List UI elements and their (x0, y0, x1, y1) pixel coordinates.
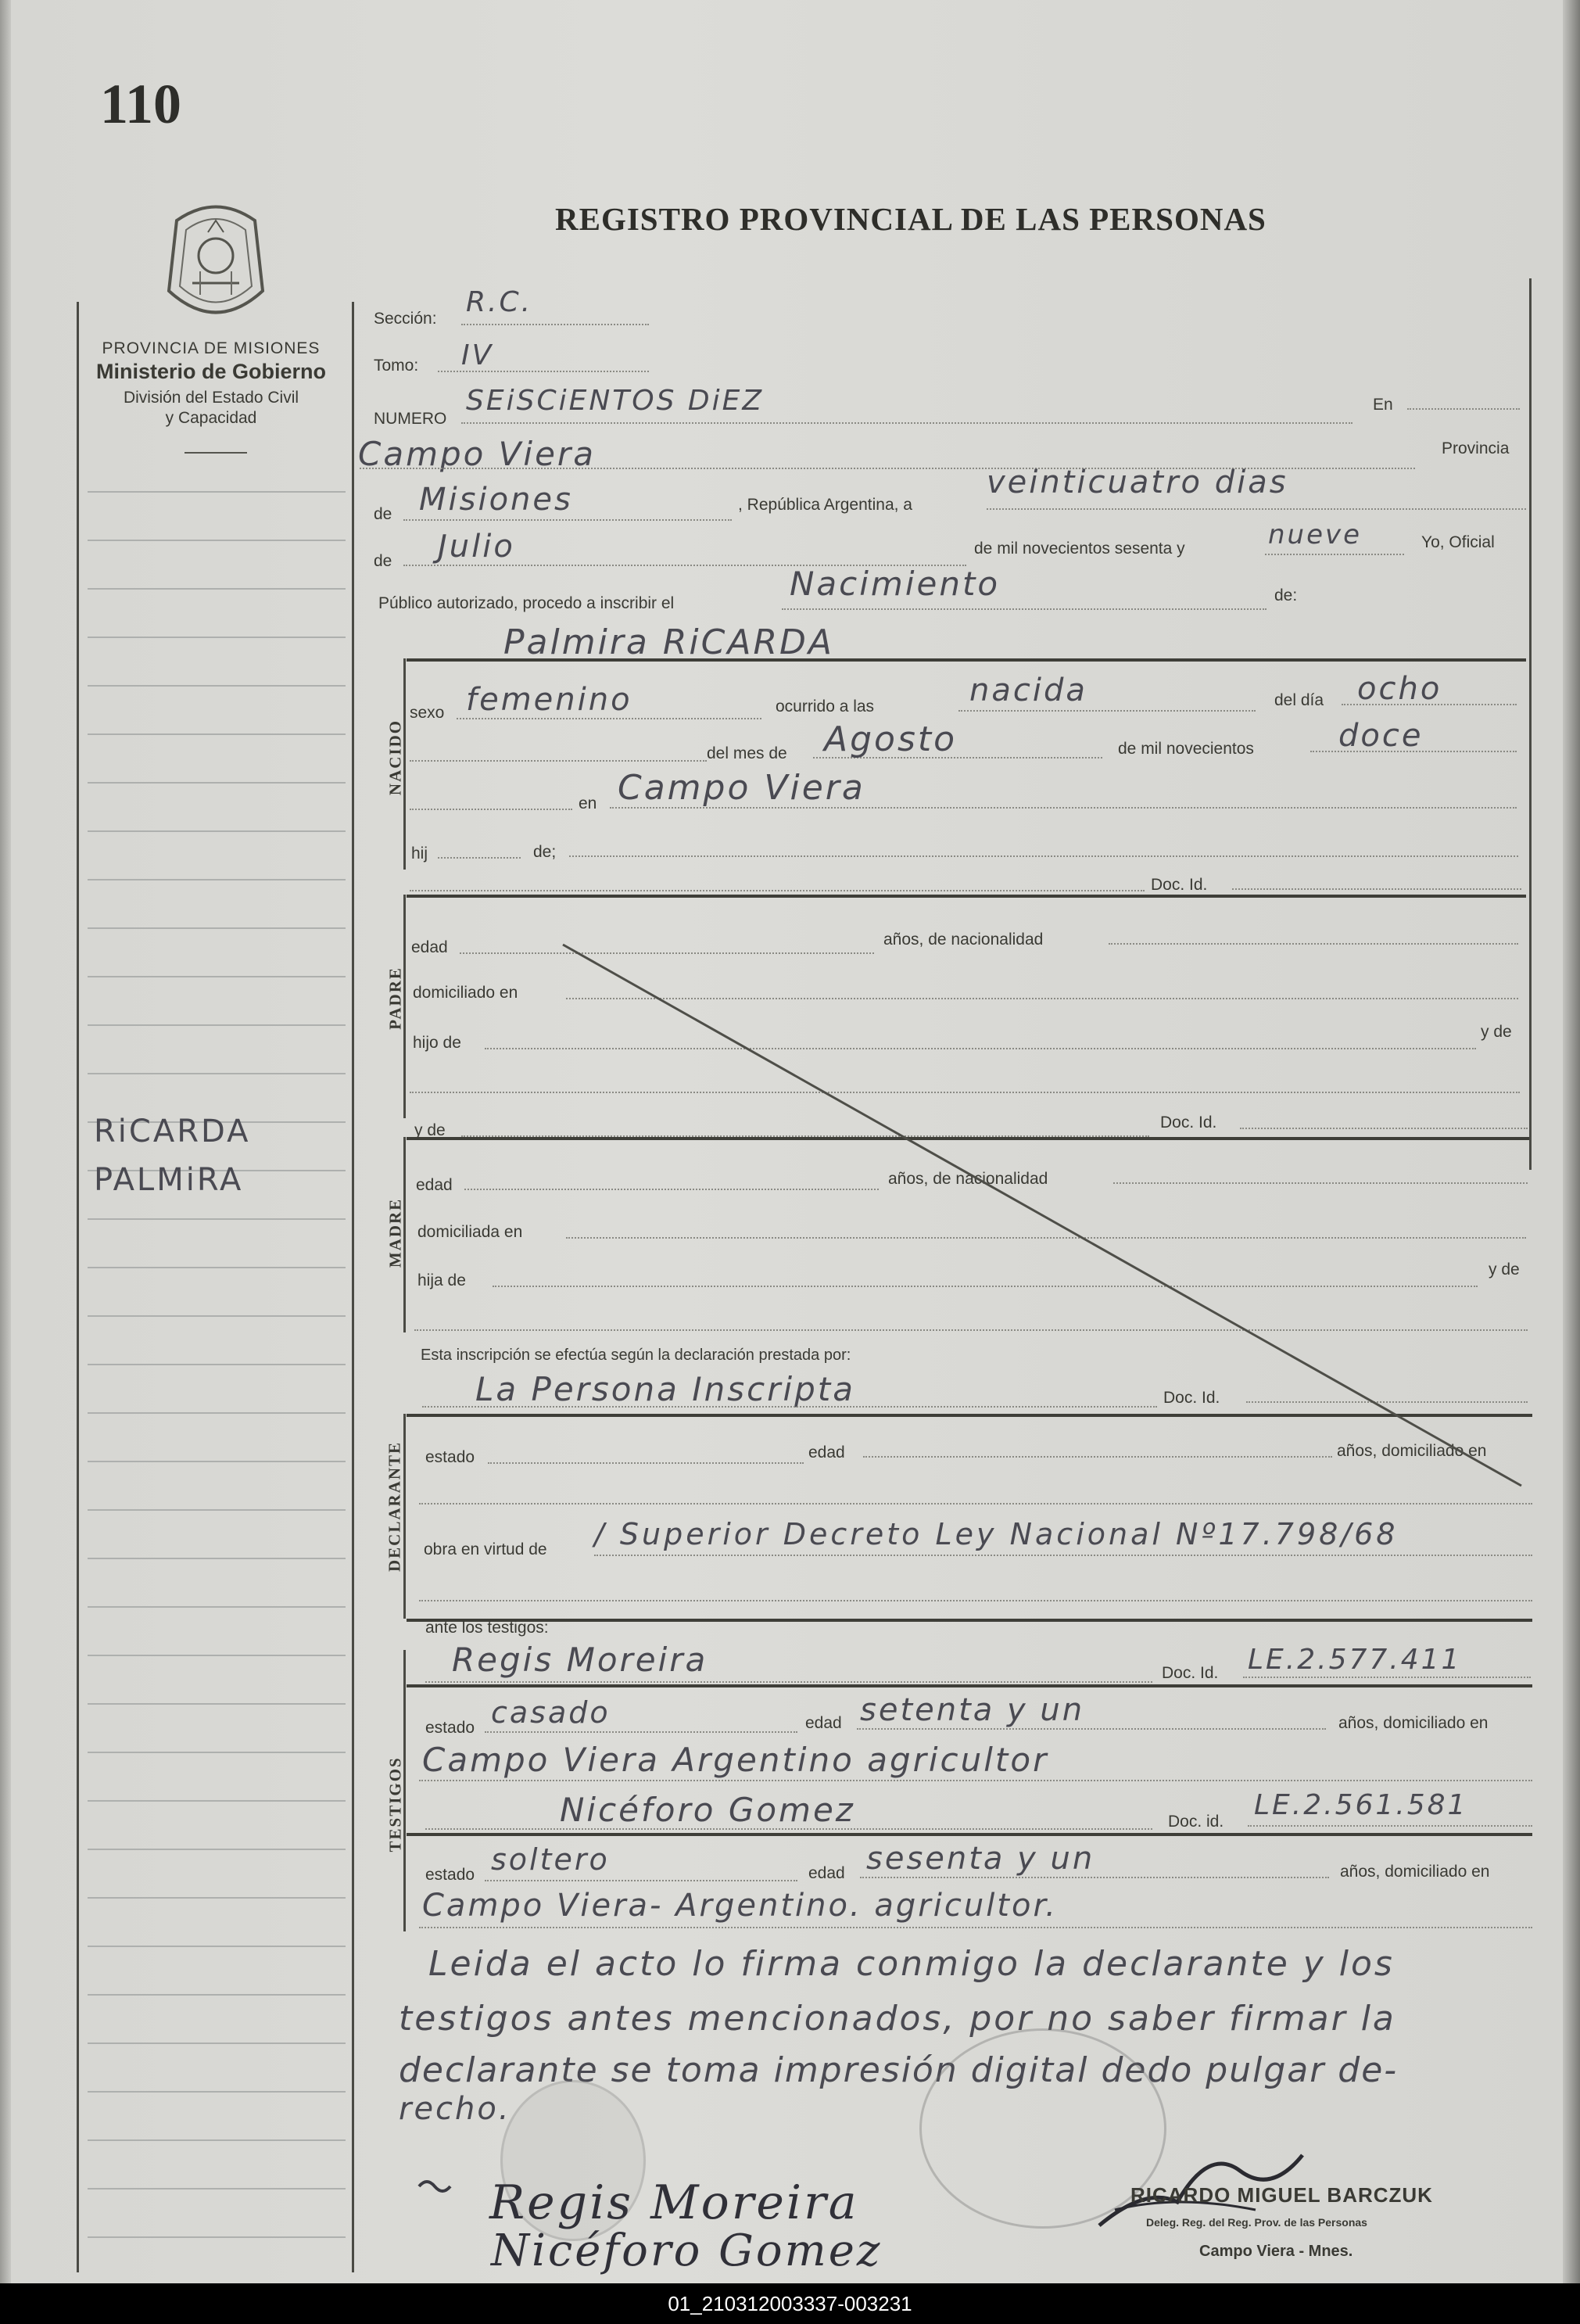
closing-line3: declarante se toma impresión digital dedo pulgar de- (399, 2050, 1399, 2090)
label-de-semi: de; (533, 843, 557, 861)
label-estado-declarante: estado (425, 1448, 475, 1466)
label-estado-testigo1: estado (425, 1719, 475, 1737)
closing-line2: testigos antes mencionados, por no saber firmar la (399, 1999, 1396, 2039)
label-y-de-2: y de (414, 1121, 446, 1139)
label-anos-dom-testigo1: años, domiciliado en (1338, 1714, 1489, 1732)
value-hora: nacida (969, 672, 1087, 708)
value-testigo2-doc: LE.2.561.581 (1254, 1789, 1468, 1821)
value-dia-nac: ocho (1357, 671, 1442, 707)
label-en-2: en (579, 794, 597, 812)
label-edad-madre: edad (416, 1176, 453, 1194)
value-testigo1-estado: casado (491, 1695, 611, 1730)
label-provincia: Provincia (1442, 439, 1510, 457)
label-hija-de: hija de (417, 1271, 466, 1289)
label-publico: Público autorizado, procedo a inscribir el (378, 594, 675, 612)
value-numero: SEiSCiENTOS DiEZ (466, 385, 765, 417)
officer-name: RICARDO MIGUEL BARCZUK (1130, 2183, 1433, 2207)
label-en: En (1373, 396, 1393, 414)
value-declarante: La Persona Inscripta (475, 1370, 855, 1408)
label-de-2: de (374, 552, 392, 570)
label-inscripcion: Esta inscripción se efectúa según la declaración prestada por: (421, 1347, 851, 1364)
label-obra: obra en virtud de (424, 1540, 547, 1558)
filename-bar (0, 2283, 1580, 2324)
value-testigo2-estado: soltero (491, 1842, 610, 1877)
value-testigo2: Nicéforo Gomez (560, 1791, 855, 1829)
value-mes: Julio (438, 529, 515, 565)
label-domiciliado-padre: domiciliado en (413, 984, 518, 1002)
label-estado-testigo2: estado (425, 1866, 475, 1884)
office-capacity: y Capacidad (165, 409, 257, 427)
label-seccion: Sección: (374, 310, 437, 328)
value-dia: veinticuatro dias (987, 464, 1288, 500)
value-anio: nueve (1268, 519, 1363, 551)
value-seccion: R.C. (466, 286, 533, 318)
label-anos-dom-declarante: años, domiciliado en (1337, 1442, 1487, 1460)
section-padre: PADRE (385, 967, 405, 1030)
value-lugar-nac: Campo Viera (618, 768, 865, 808)
officer-place: Campo Viera - Mnes. (1199, 2243, 1353, 2260)
value-tomo: IV (461, 339, 494, 371)
label-del-mes: del mes de (707, 744, 787, 762)
label-de-mil-nov: de mil novecientos (1118, 740, 1254, 758)
label-doc-id-padre: Doc. Id. (1160, 1114, 1217, 1132)
signature-niceforo: Nicéforo Gomez (491, 2225, 883, 2276)
section-declarante: DECLARANTE (385, 1440, 404, 1573)
value-lugar: Campo Viera (358, 435, 596, 473)
value-acto: Nacimiento (790, 565, 1001, 603)
label-anos-nac-padre: años, de nacionalidad (883, 931, 1044, 949)
label-tomo: Tomo: (374, 357, 419, 375)
label-edad-testigo1: edad (805, 1714, 842, 1732)
value-testigo1-edad: setenta y un (860, 1692, 1085, 1728)
label-hij: hij (411, 845, 428, 863)
signature-regis: Regis Moreira (489, 2175, 859, 2230)
section-nacido: NACIDO (385, 719, 405, 796)
label-republica: , República Argentina, a (738, 496, 912, 514)
label-del-dia: del día (1274, 691, 1324, 709)
label-doc-id-nacido: Doc. Id. (1151, 876, 1208, 894)
section-testigos: TESTIGOS (385, 1756, 405, 1852)
label-numero: NUMERO (374, 410, 447, 428)
label-ante: ante los testigos: (425, 1619, 549, 1637)
office-division: División del Estado Civil (123, 389, 299, 407)
label-domiciliada: domiciliada en (417, 1223, 523, 1241)
label-hijo-de: hijo de (413, 1034, 461, 1052)
value-testigo1-doc: LE.2.577.411 (1248, 1644, 1462, 1676)
label-edad-declarante: edad (808, 1444, 845, 1461)
label-anos-nac-madre: años, de nacionalidad (888, 1170, 1048, 1188)
label-y-de-padre: y de (1481, 1023, 1512, 1041)
page-number: 110 (100, 73, 182, 135)
value-testigo1-dom: Campo Viera Argentino agricultor (422, 1741, 1049, 1779)
margin-note-line1: RiCARDA (94, 1114, 251, 1149)
value-testigo1: Regis Moreira (452, 1641, 708, 1679)
value-obra: / Superior Decreto Ley Nacional Nº17.798/68 (594, 1517, 1399, 1551)
closing-line4: recho. (399, 2091, 511, 2127)
value-provincia: Misiones (419, 482, 573, 518)
margin-note-line2: PALMiRA (94, 1162, 244, 1198)
section-madre: MADRE (385, 1197, 405, 1268)
label-de-colon: de: (1274, 586, 1298, 604)
value-anio-nac: doce (1338, 718, 1424, 754)
officer-title: Deleg. Reg. del Reg. Prov. de las Personas (1146, 2216, 1367, 2229)
value-sexo: femenino (466, 682, 632, 718)
closing-line1: Leida el acto lo firma conmigo la declarante y los (428, 1944, 1395, 1984)
label-doc-id-testigo1: Doc. Id. (1162, 1664, 1219, 1682)
label-sexo: sexo (410, 704, 445, 722)
label-edad-testigo2: edad (808, 1864, 845, 1882)
label-edad-padre: edad (411, 938, 448, 956)
value-mes-nac: Agosto (824, 719, 958, 759)
label-ocurrido: ocurrido a las (776, 698, 875, 715)
label-de-mil: de mil novecientos sesenta y (974, 540, 1185, 558)
label-doc-id-declarante: Doc. Id. (1163, 1389, 1220, 1407)
filename-label: 01_210312003337-003231 (668, 2291, 912, 2315)
label-anos-dom-testigo2: años, domiciliado en (1340, 1863, 1490, 1881)
label-y-de-madre: y de (1489, 1261, 1520, 1279)
page-title: REGISTRO PROVINCIAL DE LAS PERSONAS (555, 201, 1267, 237)
value-testigo2-edad: sesenta y un (866, 1841, 1095, 1877)
value-nombre: Palmira RiCARDA (503, 622, 835, 662)
office-province: PROVINCIA DE MISIONES (102, 339, 321, 357)
label-doc-id-testigo2: Doc. id. (1168, 1813, 1224, 1831)
label-de-1: de (374, 505, 392, 523)
label-yo-oficial: Yo, Oficial (1421, 533, 1495, 551)
value-testigo2-dom: Campo Viera- Argentino. agricultor. (422, 1888, 1058, 1924)
office-ministry: Ministerio de Gobierno (95, 360, 327, 383)
